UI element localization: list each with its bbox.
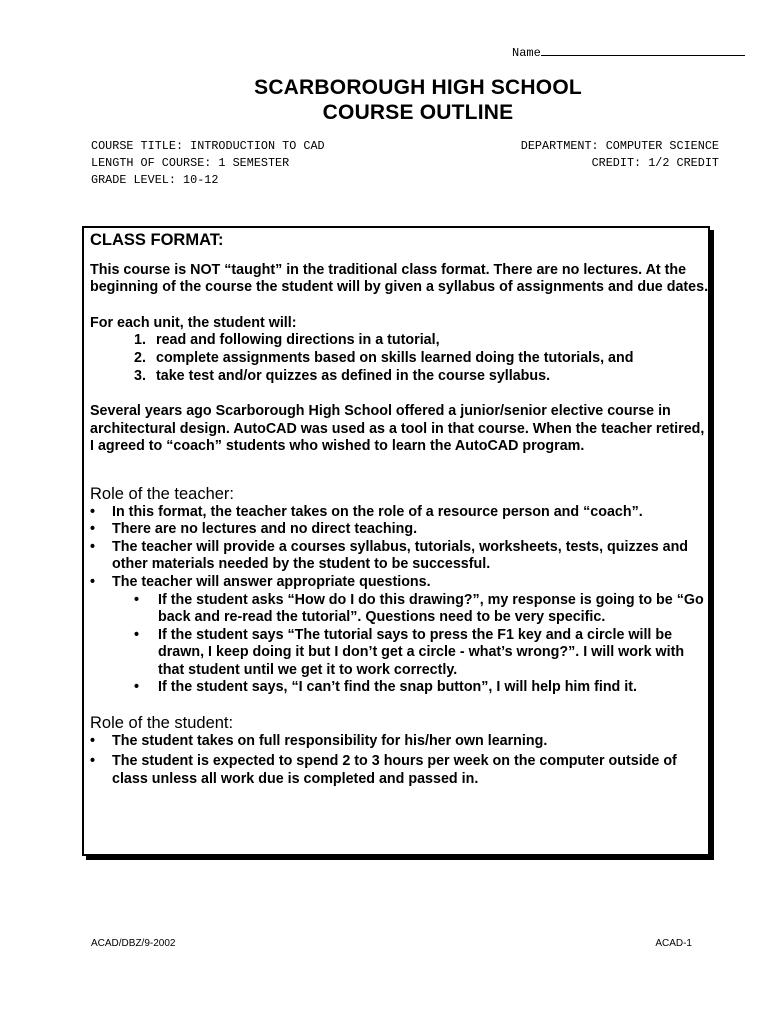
page-number: ACAD-1 bbox=[655, 938, 692, 949]
teacher-role-heading: Role of the teacher: bbox=[90, 484, 235, 503]
list-item: • The teacher will answer appropriate questions. bbox=[90, 573, 431, 590]
course-title: COURSE TITLE: INTRODUCTION TO CAD bbox=[91, 139, 325, 153]
list-item: 1. read and following directions in a tutorial, bbox=[134, 332, 440, 349]
bullet-icon: • bbox=[134, 679, 140, 696]
list-item: • In this format, the teacher takes on the role of a resource person and “coach”. bbox=[90, 503, 643, 520]
class-format-heading: CLASS FORMAT: bbox=[90, 231, 224, 249]
unit-lead: For each unit, the student will: bbox=[90, 314, 297, 331]
bullet-icon: • bbox=[90, 753, 96, 770]
bullet-icon: • bbox=[134, 626, 140, 643]
bullet-icon: • bbox=[90, 732, 96, 749]
bullet-icon: • bbox=[90, 573, 96, 590]
bullet-icon: • bbox=[90, 503, 96, 520]
name-blank-line bbox=[541, 44, 745, 56]
bullet-icon: • bbox=[134, 591, 140, 608]
list-item: 2. complete assignments based on skills learned doing the tutorials, and bbox=[134, 349, 634, 366]
list-item: 3. take test and/or quizzes as defined in the course syllabus. bbox=[134, 367, 551, 384]
outline-content bbox=[90, 230, 710, 788]
student-role-heading: Role of the student: bbox=[90, 714, 234, 733]
department: DEPARTMENT: COMPUTER SCIENCE bbox=[520, 139, 719, 153]
teacher-sub-bullets bbox=[90, 592, 710, 698]
unit-steps bbox=[90, 332, 710, 385]
list-item: • If the student says, “I can’t find the snap button”, I will help him find it. bbox=[134, 679, 637, 696]
list-item: • The teacher will provide a courses syllabus, tutorials, worksheets, tests, quizzes and other materials needed by the student to be successful. bbox=[90, 538, 689, 573]
course-length: LENGTH OF COURSE: 1 SEMESTER bbox=[91, 156, 290, 170]
student-bullets bbox=[90, 733, 710, 789]
school-title: SCARBOROUGH HIGH SCHOOL bbox=[254, 76, 582, 99]
list-item: • The student takes on full responsibility for his/her own learning. bbox=[90, 732, 548, 749]
document-title: COURSE OUTLINE bbox=[322, 101, 514, 124]
bullet-icon: • bbox=[90, 521, 96, 538]
list-item: • If the student asks “How do I do this drawing?”, my response is going to be “Go back and re-read the tutorial”. Questions need to be very specific. bbox=[134, 591, 704, 626]
course-history: Several years ago Scarborough High School offered a junior/senior elective course in architectural design. AutoCAD was used as a tool in that course. When the teacher retired, I agreed to “coach” students who wished to learn the AutoCAD program. bbox=[90, 403, 705, 455]
teacher-bullets bbox=[90, 504, 710, 592]
class-format-intro: This course is NOT “taught” in the traditional class format. There are no lectures. At the beginning of the course the student will by given a syllabus of assignments and due dates. bbox=[90, 261, 709, 296]
grade-level: GRADE LEVEL: 10-12 bbox=[91, 173, 219, 187]
list-item: • There are no lectures and no direct teaching. bbox=[90, 521, 418, 538]
bullet-icon: • bbox=[90, 538, 96, 555]
list-item: • The student is expected to spend 2 to 3 hours per week on the computer outside of class unless all work due is completed and passed in. bbox=[90, 753, 677, 787]
list-item: • If the student says “The tutorial says to press the F1 key and a circle will be drawn, I keep doing it but I don’t get a circle - what’s wrong?”. I will work with that student until we get it to work correctly. bbox=[134, 626, 685, 678]
credit: CREDIT: 1/2 CREDIT bbox=[591, 156, 719, 170]
footer-code: ACAD/DBZ/9-2002 bbox=[91, 938, 176, 949]
name-field bbox=[512, 44, 745, 60]
name-label: Name bbox=[512, 46, 541, 60]
course-meta bbox=[91, 139, 719, 190]
